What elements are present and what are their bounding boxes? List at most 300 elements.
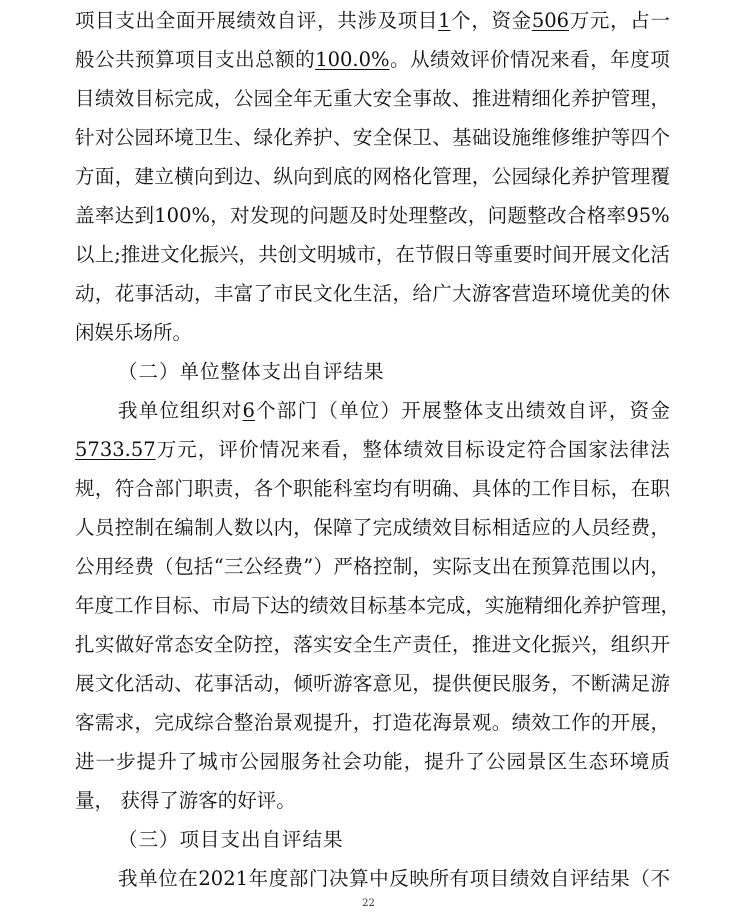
text-glyph: 问 (309, 204, 329, 227)
text-glyph: 安 (372, 87, 393, 110)
text-glyph: ， (650, 516, 670, 539)
text-glyph: 体 (463, 399, 484, 422)
text-glyph: 护 (601, 594, 622, 617)
text-glyph: 化 (630, 243, 651, 266)
text-glyph: 整 (233, 711, 254, 734)
text-glyph: 支 (472, 555, 492, 578)
text-line (75, 320, 670, 346)
text-glyph: 障 (332, 516, 353, 539)
text-glyph: ， (660, 594, 680, 617)
text-glyph: 保 (392, 126, 413, 149)
text-glyph: 安 (332, 633, 353, 656)
text-glyph: 率 (94, 204, 115, 227)
text-glyph: 及 (348, 204, 369, 227)
text-glyph: 态 (174, 633, 194, 656)
text-glyph: ， (341, 438, 362, 461)
text-glyph: ， (238, 243, 259, 266)
text-glyph: 绩 (525, 399, 546, 422)
text-glyph: 效 (328, 594, 349, 617)
text-glyph: 时 (532, 243, 553, 266)
text-glyph: 公 (243, 555, 264, 578)
text-glyph: ， (412, 672, 432, 695)
text-glyph: 单 (138, 867, 158, 890)
text-glyph: 从 (410, 48, 430, 71)
text-glyph: ） (313, 555, 334, 578)
text-glyph: 方 (75, 165, 95, 188)
text-glyph: ， (233, 477, 254, 500)
text-glyph: 工 (114, 594, 134, 617)
text-glyph: 均 (372, 477, 393, 500)
text-glyph: 治 (253, 711, 274, 734)
text-glyph: 化 (332, 282, 353, 305)
text-glyph: （ (154, 555, 174, 578)
text-glyph: ， (610, 9, 630, 32)
text-glyph: 休 (650, 282, 670, 305)
text-glyph: 的 (289, 594, 310, 617)
text-glyph: 情 (510, 48, 530, 71)
text-glyph: 升 (444, 750, 465, 773)
text-glyph: 效 (114, 87, 135, 110)
text-glyph: 有 (449, 867, 470, 890)
text-glyph: 保 (313, 516, 333, 539)
text-glyph: 绩 (94, 87, 115, 110)
text-glyph: 公 (491, 165, 512, 188)
text-glyph: 法 (609, 438, 629, 461)
text-glyph: 细 (531, 87, 551, 110)
text-glyph: 的 (590, 711, 611, 734)
text-glyph: 合 (547, 438, 567, 461)
text-glyph: 化 (114, 672, 135, 695)
text-glyph: 部 (288, 867, 309, 890)
text-glyph: ， (94, 477, 115, 500)
text-glyph: ， (197, 438, 218, 461)
text-glyph: 成 (174, 711, 194, 734)
text-glyph: 组 (180, 399, 200, 422)
text-glyph: 价 (490, 48, 510, 71)
text-glyph: 个 (256, 399, 276, 422)
text-glyph: 开 (650, 633, 670, 656)
text-glyph: 经 (610, 516, 631, 539)
text-glyph: 的 (630, 282, 651, 305)
text-glyph: 不 (571, 672, 591, 695)
text-glyph: ， (467, 204, 488, 227)
text-glyph: 各 (253, 477, 274, 500)
text-glyph: 支 (215, 48, 235, 71)
text-glyph: 度 (268, 867, 289, 890)
text-glyph: 护 (590, 126, 611, 149)
text-glyph: 所 (429, 867, 449, 890)
text-glyph: 化 (551, 87, 571, 110)
text-glyph: 便 (471, 672, 492, 695)
text-glyph: 美 (610, 282, 631, 305)
text-glyph: 展 (422, 399, 442, 422)
text-glyph: 在 (630, 477, 651, 500)
text-glyph: ， (317, 9, 337, 32)
text-glyph: 以 (253, 516, 274, 539)
text-glyph: 成 (445, 594, 466, 617)
text-glyph: 出 (135, 9, 156, 32)
text-glyph: 出 (235, 48, 255, 71)
text-glyph: 职 (293, 477, 313, 500)
text-glyph: 修 (551, 126, 571, 149)
text-glyph: ， (590, 633, 611, 656)
text-glyph: 化 (179, 243, 200, 266)
text-glyph: 意 (372, 672, 393, 695)
text-glyph: 维 (571, 126, 591, 149)
text-glyph: 完 (372, 516, 393, 539)
text-glyph: 格 (353, 555, 373, 578)
text-glyph: 成 (194, 87, 214, 110)
text-glyph: 全 (155, 9, 176, 32)
text-glyph: 时 (368, 204, 389, 227)
text-line (75, 710, 670, 736)
text-glyph: 安 (194, 633, 214, 656)
text-glyph: 断 (590, 672, 611, 695)
text-glyph: 出 (491, 555, 512, 578)
text-glyph: 整 (527, 204, 547, 227)
text-glyph: ， (210, 204, 230, 227)
text-glyph: 看 (570, 48, 590, 71)
text-glyph: ” (303, 555, 314, 578)
text-glyph: 目 (489, 867, 510, 890)
text-glyph: 标 (465, 438, 485, 461)
text-glyph: 养 (582, 594, 602, 617)
section-heading (118, 827, 670, 853)
text-glyph: 等 (610, 126, 631, 149)
text-glyph: 事 (213, 672, 234, 695)
text-glyph: 效 (450, 48, 470, 71)
text-glyph: 2021 (198, 867, 249, 890)
text-glyph: 现 (269, 204, 290, 227)
text-glyph: 符 (526, 438, 547, 461)
text-glyph: 以 (75, 243, 95, 266)
text-glyph: 编 (174, 516, 194, 539)
text-glyph: 听 (313, 672, 333, 695)
text-glyph: 振 (199, 243, 219, 266)
text-glyph: 发 (249, 204, 270, 227)
text-glyph: 实 (94, 633, 115, 656)
text-glyph: 绿 (531, 165, 551, 188)
text-glyph: 项 (175, 48, 195, 71)
text-glyph: 个 (650, 126, 670, 149)
text-glyph: 础 (471, 126, 492, 149)
text-glyph: 民 (491, 672, 512, 695)
text-glyph: 生 (568, 750, 588, 773)
text-glyph: 化 (531, 633, 551, 656)
text-glyph: 立 (154, 165, 174, 188)
text-glyph: 精 (511, 87, 532, 110)
text-glyph: ， (551, 672, 571, 695)
text-glyph: 项 (75, 9, 95, 32)
text-glyph: 明 (412, 477, 432, 500)
text-glyph: 节 (415, 243, 435, 266)
text-glyph: 涉 (357, 9, 377, 32)
text-glyph: 海 (432, 711, 452, 734)
text-glyph: 大 (352, 87, 373, 110)
text-glyph: ， (590, 48, 610, 71)
text-glyph: 围 (590, 555, 611, 578)
text-glyph: 进 (491, 633, 512, 656)
text-glyph: 职 (194, 477, 214, 500)
text-glyph: 单 (339, 399, 359, 422)
text-glyph: 动 (174, 282, 194, 305)
text-glyph: 观 (471, 711, 492, 734)
text-glyph: 成 (392, 516, 413, 539)
text-glyph: 绩 (236, 9, 256, 32)
text-glyph: 资 (491, 9, 512, 32)
text-glyph: 了 (352, 516, 373, 539)
text-glyph: 施 (511, 126, 532, 149)
text-glyph: 在 (395, 243, 415, 266)
text-glyph: 位 (158, 867, 178, 890)
text-glyph: 算 (349, 867, 369, 890)
text-glyph: 绿 (253, 126, 274, 149)
text-glyph: 护 (590, 165, 611, 188)
text-glyph: 部 (276, 399, 297, 422)
text-glyph: 市 (218, 750, 239, 773)
text-glyph: 设 (491, 126, 512, 149)
text-glyph: 下 (250, 594, 271, 617)
text-glyph: 、 (332, 126, 353, 149)
text-glyph: 度 (630, 48, 650, 71)
text-glyph: 项 (469, 867, 490, 890)
text-glyph: ， (273, 633, 293, 656)
text-glyph: 结 (590, 867, 610, 890)
text-glyph: 全 (392, 87, 413, 110)
text-glyph: 国 (567, 438, 588, 461)
text-glyph: 公 (75, 555, 95, 578)
text-glyph: 度 (94, 594, 115, 617)
text-glyph: 人 (75, 516, 95, 539)
text-glyph: ， (134, 711, 155, 734)
text-glyph: 出 (505, 399, 525, 422)
text-glyph: 园 (253, 87, 274, 110)
text-glyph: 化 (273, 126, 293, 149)
text-glyph: 园 (134, 126, 155, 149)
text-glyph: 等 (473, 243, 494, 266)
underlined-value-glyphs: 100.0% (315, 48, 390, 71)
text-glyph: 绩 (309, 594, 329, 617)
text-line (75, 788, 670, 814)
text-glyph: 管 (610, 87, 631, 110)
text-glyph: 责 (412, 633, 432, 656)
text-glyph: 理 (408, 204, 428, 227)
text-glyph: 决 (328, 867, 349, 890)
text-glyph: ; (114, 243, 121, 266)
text-glyph: 生 (213, 126, 234, 149)
text-glyph: 包 (174, 555, 194, 578)
text-glyphs: （三）项目支出自评结果 (118, 828, 344, 851)
text-glyph: 绩 (509, 867, 530, 890)
text-glyph: 95% (626, 204, 670, 227)
text-glyph: （ (318, 399, 338, 422)
text-glyph: 务 (301, 750, 321, 773)
text-glyph: 规 (75, 477, 95, 500)
text-glyph: 境 (571, 282, 591, 305)
text-glyph: 年 (610, 48, 630, 71)
text-glyph: 标 (154, 87, 174, 110)
text-glyph: 推 (471, 633, 492, 656)
text-glyph: 网 (372, 165, 393, 188)
text-glyph: 动 (253, 672, 274, 695)
text-glyph: 管 (621, 594, 641, 617)
text-glyph: 理 (640, 594, 661, 617)
text-glyph: 以 (610, 555, 631, 578)
text-glyph: 控 (114, 516, 135, 539)
text-glyph: 产 (392, 633, 413, 656)
text-glyph: 标 (172, 594, 193, 617)
text-glyph: 求 (114, 711, 135, 734)
text-glyph: 目 (348, 594, 368, 617)
text-glyph: 客 (352, 672, 373, 695)
text-glyph: 文 (511, 633, 532, 656)
underlined-value-glyphs: 6 (242, 399, 255, 422)
text-glyph: 活 (650, 243, 670, 266)
text-glyph: ， (650, 555, 670, 578)
text-glyph: 市 (273, 282, 293, 305)
text-glyph: 自 (550, 867, 570, 890)
text-glyph: 展 (75, 672, 95, 695)
text-glyph: 生 (352, 282, 373, 305)
text-glyph: 展 (630, 711, 651, 734)
text-glyph: 动 (75, 282, 95, 305)
text-glyph: 达 (114, 204, 135, 227)
text-glyph: 好 (134, 633, 155, 656)
text-glyph: 年 (248, 867, 269, 890)
text-glyph: 务 (531, 672, 551, 695)
text-glyph: 环 (609, 750, 629, 773)
text-glyph: 整 (442, 399, 463, 422)
text-glyph: 文 (313, 282, 333, 305)
text-glyph: 资 (629, 399, 650, 422)
text-glyph: 适 (511, 516, 532, 539)
text-glyph: ， (194, 282, 214, 305)
text-glyph: 市 (356, 243, 376, 266)
text-glyph: 明 (316, 243, 337, 266)
text-glyph: 上 (94, 243, 115, 266)
text-glyph: 金 (650, 399, 670, 422)
text-glyph: 创 (277, 243, 298, 266)
text-glyphs: 闲娱乐场所。 (75, 321, 193, 344)
text-glyph: 态 (588, 750, 609, 773)
text-glyph: 合 (566, 204, 587, 227)
text-glyph: 范 (571, 555, 591, 578)
text-glyph: 绩 (511, 711, 532, 734)
text-glyph: 额 (275, 48, 295, 71)
text-glyph: 造 (392, 711, 413, 734)
text-glyph: 制 (194, 516, 214, 539)
text-glyph: 纵 (273, 165, 293, 188)
text-glyph: 万 (156, 438, 177, 461)
text-glyph: ， (375, 243, 396, 266)
text-glyph: 扎 (75, 633, 95, 656)
text-glyph: 目 (195, 48, 215, 71)
text-glyph: 开 (610, 711, 631, 734)
text-glyph: 一 (650, 9, 670, 32)
text-glyph: 活 (372, 282, 393, 305)
text-glyph: 共 (258, 243, 278, 266)
text-glyph: 有 (392, 477, 413, 500)
text-glyph: 100% (154, 204, 210, 227)
text-glyph: 价 (238, 438, 259, 461)
text-glyph: 造 (531, 282, 551, 305)
text-glyph: 用 (94, 555, 115, 578)
text-glyph: 环 (154, 126, 174, 149)
text-glyph: 整 (362, 438, 382, 461)
text-glyph: 作 (551, 477, 571, 500)
text-glyph: 应 (531, 516, 551, 539)
text-glyph: 公 (114, 126, 135, 149)
underlined-value-glyphs: 1 (438, 9, 451, 32)
text-glyph: 落 (293, 633, 313, 656)
text-glyph: 效 (529, 867, 550, 890)
text-glyph: 卫 (412, 126, 432, 149)
text-glyph: 目 (417, 9, 438, 32)
text-glyph: 绩 (403, 438, 423, 461)
text-glyph: 大 (452, 282, 472, 305)
text-glyph: 织 (201, 399, 221, 422)
text-glyph: 生 (372, 633, 393, 656)
text-glyph: ） (380, 399, 401, 422)
text-glyph: 率 (606, 204, 627, 227)
text-glyph: 标 (367, 594, 388, 617)
text-glyph: 、 (192, 594, 212, 617)
text-glyph: 员 (590, 516, 611, 539)
text-glyph: 综 (194, 711, 214, 734)
text-glyph: 要 (513, 243, 533, 266)
text-glyph: 支 (484, 399, 504, 422)
text-glyph: 进 (140, 243, 161, 266)
text-glyph: 推 (120, 243, 141, 266)
text-glyph: 的 (352, 165, 373, 188)
text-glyph: 日 (454, 243, 474, 266)
text-glyph: 升 (157, 750, 177, 773)
text-glyph: 到 (213, 165, 234, 188)
text-glyph: 效 (256, 9, 277, 32)
text-glyph: 基 (387, 594, 407, 617)
text-glyph: 护 (313, 126, 333, 149)
text-glyph: 养 (293, 126, 313, 149)
text-glyph: 法 (650, 438, 670, 461)
text-glyph: 客 (75, 711, 95, 734)
text-glyph: 向 (293, 165, 313, 188)
text-glyph: 效 (432, 516, 452, 539)
text-glyph: 员 (94, 516, 115, 539)
text-glyph: 向 (194, 165, 214, 188)
text-glyph: 作 (571, 711, 591, 734)
text-glyph: 能 (383, 750, 403, 773)
text-glyph: 园 (506, 750, 526, 773)
text-glyph: 合 (213, 711, 234, 734)
text-glyph: 花 (412, 711, 432, 734)
text-glyph: ， (610, 477, 631, 500)
text-glyph: 责 (213, 477, 234, 500)
text-line (75, 632, 670, 658)
text-glyph: 了 (177, 750, 198, 773)
text-glyph: 三 (223, 555, 244, 578)
text-glyph: 进 (75, 750, 95, 773)
text-glyph: 完 (174, 87, 194, 110)
text-glyph: 倾 (293, 672, 313, 695)
text-glyph: 金 (511, 9, 532, 32)
text-glyph: 支 (115, 9, 135, 32)
text-glyph: 底 (332, 165, 353, 188)
text-glyph: 见 (392, 672, 413, 695)
text-glyph: 效 (531, 711, 551, 734)
text-glyph: 位 (159, 399, 180, 422)
text-glyph: 预 (135, 48, 155, 71)
text-glyph: 般 (75, 48, 95, 71)
